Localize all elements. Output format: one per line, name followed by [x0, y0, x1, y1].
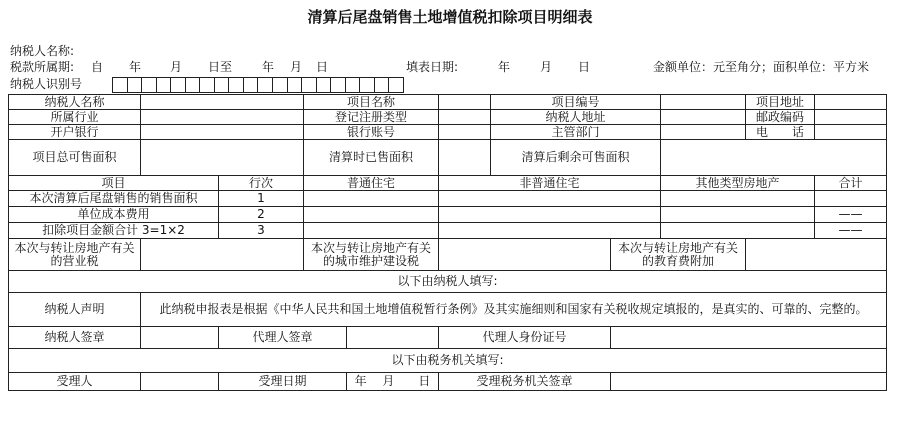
cell-project-no-value[interactable] — [661, 95, 746, 110]
row-label: 本次清算后尾盘销售的销售面积 — [9, 191, 219, 207]
edu-fee-value[interactable] — [746, 239, 887, 271]
fill-year: 年 — [498, 60, 511, 74]
taxpayer-id-label: 纳税人识别号 — [10, 77, 83, 91]
business-tax-label: 本次与转让房地产有关的营业税 — [9, 239, 141, 271]
form-title: 清算后尾盘销售土地增值税扣除项目明细表 — [307, 8, 593, 26]
row-total-value: —— — [815, 207, 887, 223]
agent-id-label: 代理人身份证号 — [439, 327, 611, 349]
row-other-value[interactable] — [661, 207, 815, 223]
taxpayer-fill-heading: 以下由纳税人填写: — [9, 271, 887, 293]
cell-postcode-value[interactable] — [815, 110, 887, 125]
row-label: 单位成本费用 — [9, 207, 219, 223]
row-other-value[interactable] — [661, 191, 815, 207]
row-other-value[interactable] — [661, 223, 815, 239]
row-ordinary-value[interactable] — [304, 223, 439, 239]
taxpayer-id-boxes[interactable] — [112, 77, 404, 93]
cell-project-address-value[interactable] — [815, 95, 887, 110]
cell-authority-label: 主管部门 — [491, 125, 661, 140]
cell-project-address-label: 项目地址 — [746, 95, 815, 110]
cell-postcode-label: 邮政编码 — [746, 110, 815, 125]
period-year-1: 年 — [129, 60, 142, 74]
cell-reg-type-label: 登记注册类型 — [304, 110, 439, 125]
urban-tax-label: 本次与转让房地产有关的城市维护建设税 — [304, 239, 439, 271]
taxpayer-name-label: 纳税人名称: — [10, 44, 75, 58]
receive-date-ymd[interactable]: 年 月 日 — [347, 373, 439, 391]
receiver-value[interactable] — [141, 373, 219, 391]
period-month-2: 月 — [290, 60, 303, 74]
cell-reg-type-value[interactable] — [439, 110, 491, 125]
agent-sign-value[interactable] — [347, 327, 439, 349]
amount-unit-note: 金额单位：元至角分；面积单位：平方米 — [653, 60, 870, 74]
cell-project-no-label: 项目编号 — [491, 95, 661, 110]
table-row — [9, 191, 887, 207]
cell-project-name-value[interactable] — [439, 95, 491, 110]
row-label: 扣除项目金额合计 3=1×2 — [9, 223, 219, 239]
detail-table — [8, 94, 887, 391]
fill-month: 月 — [540, 60, 553, 74]
cell-phone-value[interactable] — [815, 125, 887, 140]
col-header-other: 其他类型房地产 — [661, 176, 815, 191]
cell-project-name-label: 项目名称 — [304, 95, 439, 110]
taxpayer-sign-label: 纳税人签章 — [9, 327, 141, 349]
business-tax-value[interactable] — [141, 239, 304, 271]
cell-bank-value[interactable] — [141, 125, 304, 140]
row-number: 3 — [219, 223, 304, 239]
cell-total-area-value[interactable] — [141, 140, 304, 176]
table-row — [9, 223, 887, 239]
period-label: 税款所属期: — [10, 60, 75, 74]
statement-label: 纳税人声明 — [9, 293, 141, 327]
row-total-value: —— — [815, 223, 887, 239]
period-from: 自 — [91, 60, 104, 74]
taxpayer-sign-value[interactable] — [141, 327, 219, 349]
cell-remaining-area-value[interactable] — [661, 140, 887, 176]
period-year-2: 年 — [262, 60, 275, 74]
col-header-non-ordinary: 非普通住宅 — [439, 176, 661, 191]
table-row — [9, 207, 887, 223]
edu-fee-label: 本次与转让房地产有关的教育费附加 — [611, 239, 746, 271]
cell-sold-area-value[interactable] — [439, 140, 491, 176]
office-sign-label: 受理税务机关签章 — [439, 373, 611, 391]
cell-taxpayer-name-label: 纳税人名称 — [9, 95, 141, 110]
office-sign-value[interactable] — [611, 373, 887, 391]
row-non-ordinary-value[interactable] — [439, 223, 661, 239]
cell-phone-label: 电 话 — [746, 125, 815, 140]
statement-text: 此纳税申报表是根据《中华人民共和国土地增值税暂行条例》及其实施细则和国家有关税收规定填报的，是真实的、可靠的、完整的。 — [141, 293, 887, 327]
col-header-ordinary: 普通住宅 — [304, 176, 439, 191]
fill-date-label: 填表日期: — [406, 60, 459, 74]
cell-industry-value[interactable] — [141, 110, 304, 125]
cell-taxpayer-address-value[interactable] — [661, 110, 746, 125]
cell-taxpayer-name-value[interactable] — [141, 95, 304, 110]
receive-date-label: 受理日期 — [219, 373, 347, 391]
cell-total-area-label: 项目总可售面积 — [9, 140, 141, 176]
period-day-2: 日 — [316, 60, 329, 74]
period-day-to: 日至 — [208, 60, 233, 74]
tax-office-fill-heading: 以下由税务机关填写: — [9, 349, 887, 373]
period-month-1: 月 — [170, 60, 183, 74]
row-non-ordinary-value[interactable] — [439, 207, 661, 223]
row-ordinary-value[interactable] — [304, 207, 439, 223]
row-number: 2 — [219, 207, 304, 223]
cell-account-value[interactable] — [439, 125, 491, 140]
cell-bank-label: 开户银行 — [9, 125, 141, 140]
receiver-label: 受理人 — [9, 373, 141, 391]
row-ordinary-value[interactable] — [304, 191, 439, 207]
agent-id-value[interactable] — [611, 327, 887, 349]
row-number: 1 — [219, 191, 304, 207]
cell-remaining-area-label: 清算后剩余可售面积 — [491, 140, 661, 176]
col-header-total: 合计 — [815, 176, 887, 191]
col-header-row-no: 行次 — [219, 176, 304, 191]
row-non-ordinary-value[interactable] — [439, 191, 661, 207]
fill-day: 日 — [578, 60, 591, 74]
agent-sign-label: 代理人签章 — [219, 327, 347, 349]
cell-industry-label: 所属行业 — [9, 110, 141, 125]
cell-authority-value[interactable] — [661, 125, 746, 140]
cell-account-label: 银行账号 — [304, 125, 439, 140]
row-total-value[interactable] — [815, 191, 887, 207]
urban-tax-value[interactable] — [439, 239, 611, 271]
cell-taxpayer-address-label: 纳税人地址 — [491, 110, 661, 125]
cell-sold-area-label: 清算时已售面积 — [304, 140, 439, 176]
col-header-item: 项目 — [9, 176, 219, 191]
